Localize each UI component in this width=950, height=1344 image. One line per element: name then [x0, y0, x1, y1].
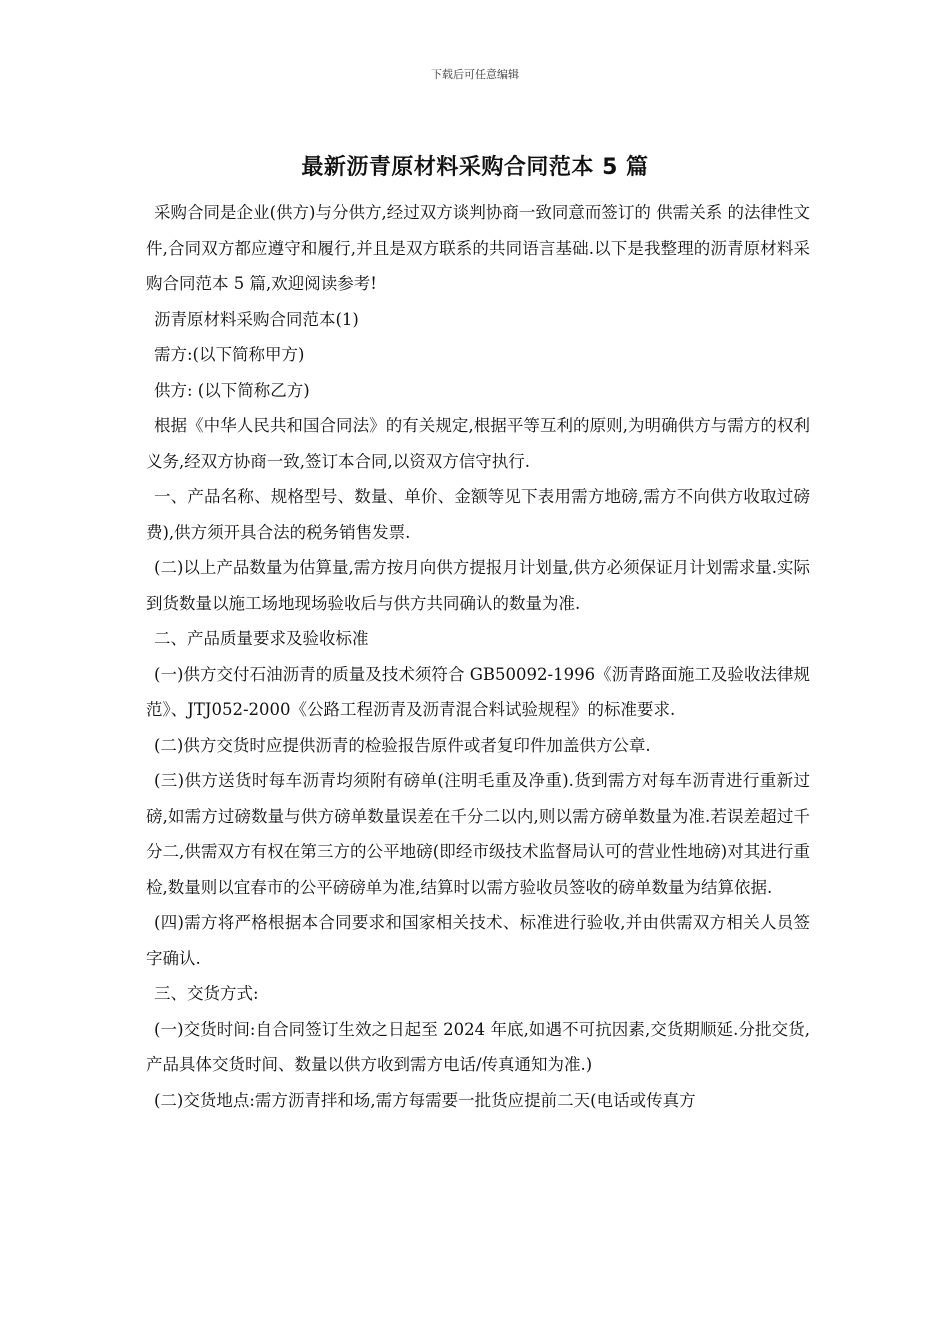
- paragraph-section-2-4: (四)需方将严格根据本合同要求和国家相关技术、标准进行验收,并由供需双方相关人员签字确认.: [146, 913, 810, 968]
- header-note: 下载后可任意编辑: [431, 68, 519, 81]
- paragraph-section-1: 一、产品名称、规格型号、数量、单价、金额等见下表用需方地磅,需方不向供方收取过磅费),供方须开具合法的税务销售发票.: [146, 487, 810, 542]
- paragraph-section-3-1: (一)交货时间:自合同签订生效之日起至 2024 年底,如遇不可抗因素,交货期顺延.分批交货,产品具体交货时间、数量以供方收到需方电话/传真通知为准.): [146, 1019, 810, 1074]
- paragraph-preamble: 根据《中华人民共和国合同法》的有关规定,根据平等互利的原则,为明确供方与需方的权利义务,经双方协商一致,签订本合同,以资双方信守执行.: [146, 416, 810, 471]
- paragraph-supplier: 供方: (以下简称乙方): [154, 380, 310, 400]
- paragraph-section-1-2: (二)以上产品数量为估算量,需方按月向供方提报月计划量,供方必须保证月计划需求量.实际到货数量以施工场地现场验收后与供方共同确认的数量为准.: [146, 558, 810, 613]
- paragraph-contract-heading: 沥青原材料采购合同范本(1): [154, 309, 359, 329]
- document-title: 最新沥青原材料采购合同范本 5 篇: [301, 155, 649, 180]
- paragraph-intro: 采购合同是企业(供方)与分供方,经过双方谈判协商一致同意而签订的 供需关系 的法律性文件,合同双方都应遵守和履行,并且是双方联系的共同语言基础.以下是我整理的沥青原材料采购合同范本 5 篇,欢迎阅读参考!: [146, 203, 810, 293]
- paragraph-section-2-3: (三)供方送货时每车沥青均须附有磅单(注明毛重及净重).货到需方对每车沥青进行重新过磅,如需方过磅数量与供方磅单数量误差在千分二以内,则以需方磅单数量为准.若误差超过千分二,供需双方有权在第三方的公平地磅(即经市级技术监督局认可的营业性地磅)对其进行重检,数量则以宜春市的公平磅磅单为准,结算时以需方验收员签收的磅单数量为结算依据.: [146, 771, 810, 897]
- paragraph-buyer: 需方:(以下简称甲方): [154, 345, 305, 364]
- paragraph-section-2-heading: 二、产品质量要求及验收标准: [154, 629, 369, 648]
- paragraph-section-3-heading: 三、交货方式:: [154, 984, 259, 1003]
- paragraph-section-2-1: (一)供方交付石油沥青的质量及技术须符合 GB50092-1996《沥青路面施工及验收法律规范》、JTJ052-2000《公路工程沥青及沥青混合料试验规程》的标准要求.: [146, 664, 810, 719]
- document-body: [146, 195, 810, 1118]
- paragraph-section-2-2: (二)供方交货时应提供沥青的检验报告原件或者复印件加盖供方公章.: [154, 735, 651, 755]
- paragraph-section-3-2: (二)交货地点:需方沥青拌和场,需方每需要一批货应提前二天(电话或传真方: [154, 1090, 696, 1110]
